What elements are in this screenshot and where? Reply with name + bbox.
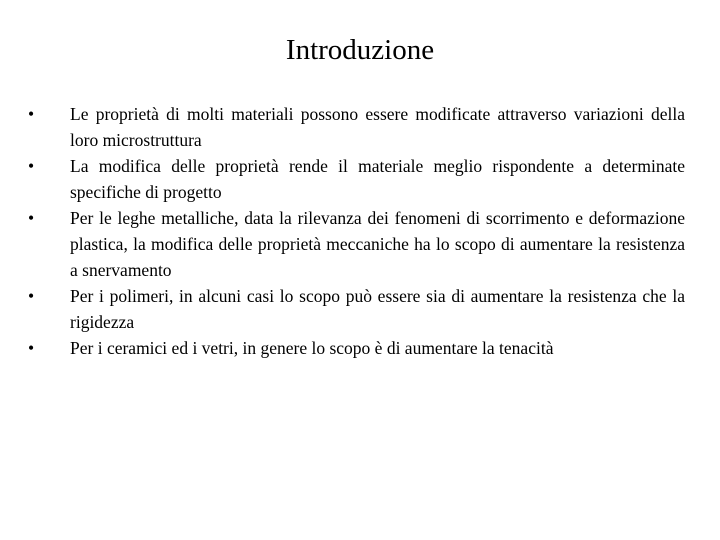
bullet-text: La modifica delle proprietà rende il materiale meglio rispondente a determinate specifiche di progetto (70, 156, 685, 202)
slide-title: Introduzione (285, 34, 435, 66)
bullet-item (28, 283, 685, 335)
bullet-list (28, 101, 685, 361)
bullet-icon: • (28, 338, 35, 358)
bullet-item (28, 205, 685, 283)
bullet-text: Per i polimeri, in alcuni casi lo scopo può essere sia di aumentare la resistenza che la rigidezza (70, 286, 685, 332)
bullet-icon: • (28, 208, 35, 228)
bullet-text: Per le leghe metalliche, data la rilevanza dei fenomeni di scorrimento e deformazione plastica, la modifica delle proprietà meccaniche ha lo scopo di aumentare la resistenza a snervamento (70, 208, 685, 280)
bullet-text: Le proprietà di molti materiali possono essere modificate attraverso variazioni della loro microstruttura (70, 104, 685, 150)
bullet-item (28, 153, 685, 205)
bullet-item (28, 101, 685, 153)
bullet-icon: • (28, 286, 35, 306)
bullet-icon: • (28, 104, 35, 124)
bullet-icon: • (28, 156, 35, 176)
bullet-item (28, 335, 685, 361)
bullet-text: Per i ceramici ed i vetri, in genere lo scopo è di aumentare la tenacità (70, 338, 554, 358)
